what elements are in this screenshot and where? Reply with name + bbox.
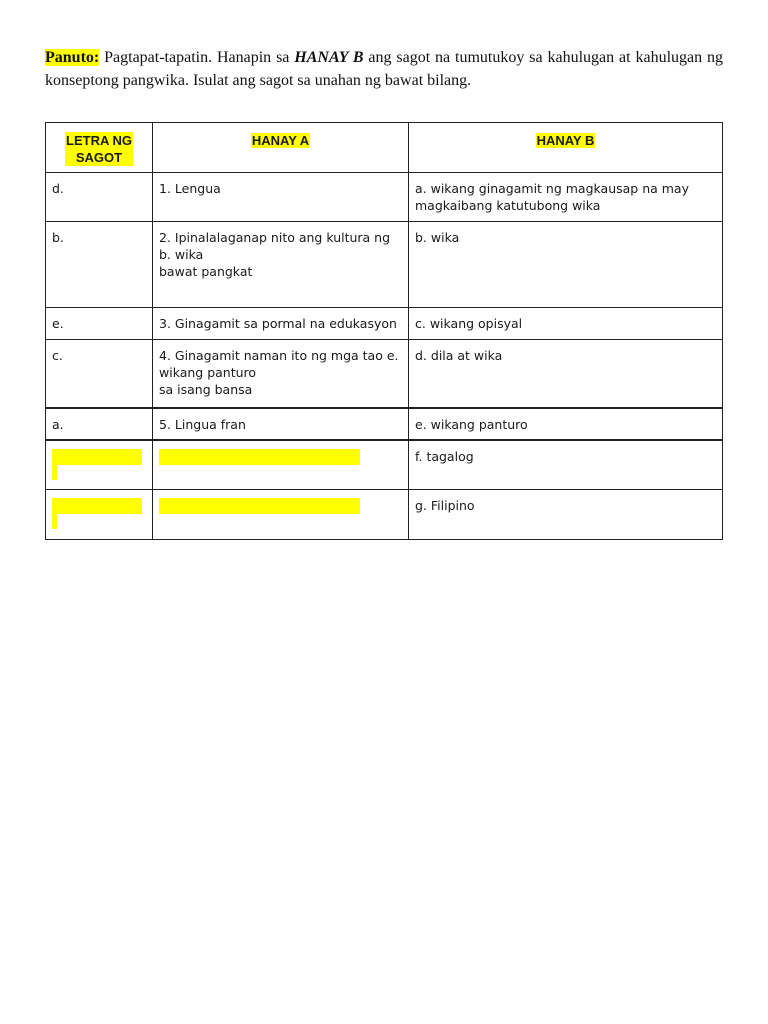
blank-answer-highlight [52,448,146,482]
column-b-cell: e. wikang panturo [409,408,723,440]
column-a-text: 1. Lengua [159,181,221,196]
column-a-text: 4. Ginagamit naman ito ng mga tao e. wikang panturo [159,348,399,380]
answer-cell: a. [46,408,153,440]
highlight-tick [52,514,57,529]
column-a-text: 2. Ipinalalaganap nito ang kultura ng b. wika [159,230,391,262]
blank-answer-highlight [52,497,146,531]
column-a-text: bawat pangkat [159,264,253,279]
highlight-tick [52,465,57,480]
answer-cell: b. [46,222,153,308]
table-row [46,490,723,540]
header-column-a [153,123,409,173]
table-row [46,340,723,408]
table-row [46,308,723,340]
answer-cell-blank [46,490,153,540]
answer-cell: c. [46,340,153,408]
column-a-text: 3. Ginagamit sa pormal na edukasyon [159,316,397,331]
column-a-cell [153,173,409,222]
highlight-bar [52,498,142,514]
column-a-text: 5. Lingua fran [159,416,246,432]
column-a-cell-blank [153,440,409,490]
blank-column-a-highlight [159,497,402,515]
header-answer-highlight [65,132,133,166]
highlight-bar [159,449,360,465]
answer-cell: e. [46,308,153,340]
column-b-cell: g. Filipino [409,490,723,540]
column-b-cell: d. dila at wika [409,340,723,408]
header-column-b-label: HANAY B [536,133,595,148]
blank-column-a-highlight [159,448,402,466]
header-answer-line1: LETRA NG [66,133,132,148]
instructions-emphasis: HANAY B [294,49,364,66]
column-a-cell-blank [153,490,409,540]
header-answer-line2: SAGOT [75,150,123,165]
instructions-label: Panuto: [45,49,100,66]
column-b-cell: f. tagalog [409,440,723,490]
column-a-cell [153,222,409,308]
table-row [46,440,723,490]
column-a-cell [153,340,409,408]
header-row [46,123,723,173]
column-a-text: sa isang bansa [159,382,253,397]
instructions-text-after: ang sagot na tumutukoy sa kahulugan at kahulugan ng konseptong pangwika. Isulat ang sagot sa unahan ng bawat bilang. [45,49,723,89]
table-row [46,222,723,308]
answer-cell: d. [46,173,153,222]
header-column-a-label: HANAY A [251,133,310,148]
instructions-paragraph [45,46,723,92]
header-answer-letter [46,123,153,173]
column-a-cell [153,408,409,440]
column-b-cell: a. wikang ginagamit ng magkausap na may magkaibang katutubong wika [409,173,723,222]
column-b-cell: b. wika [409,222,723,308]
answer-cell-blank [46,440,153,490]
column-b-cell: c. wikang opisyal [409,308,723,340]
header-column-b [409,123,723,173]
table-row [46,408,723,440]
highlight-bar [159,498,360,514]
matching-table [45,122,723,540]
instructions-text-before: Pagtapat-tapatin. Hanapin sa [99,49,295,66]
column-a-cell [153,308,409,340]
highlight-bar [52,449,142,465]
table-row [46,173,723,222]
